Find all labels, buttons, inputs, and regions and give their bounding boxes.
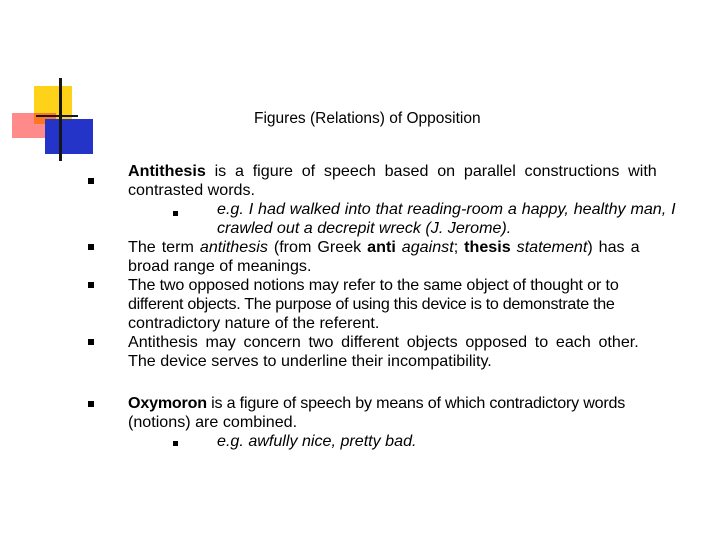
example-antithesis: e.g. I had walked into that reading-room a happy, healthy man, I crawled out a decrepit wreck (J. Jerome). xyxy=(217,200,676,237)
bullet-icon xyxy=(88,401,94,407)
term-oxymoron: Oxymoron xyxy=(128,394,207,412)
slide-title: Figures (Relations) of Opposition xyxy=(254,110,481,127)
blue-square-shape xyxy=(45,119,93,154)
list-item-term-origin: The term antithesis (from Greek anti against; thesis statement) has a broad range of meanings. xyxy=(128,238,640,275)
term-antithesis: Antithesis xyxy=(128,162,206,180)
vertical-line-shape xyxy=(59,78,62,161)
list-item-incompatibility: Antithesis may concern two different objects opposed to each other. The device serves to underline their incompatibility. xyxy=(128,333,639,370)
bullet-icon xyxy=(88,244,94,250)
bullet-icon xyxy=(88,339,94,345)
list-item-oxymoron: Oxymoron is a figure of speech by means of which contradictory words (notions) are combined. xyxy=(128,394,626,431)
list-item-opposed-notions: The two opposed notions may refer to the same object of thought or to different objects. The purpose of using this device is to demonstrate the contradictory nature of the referent. xyxy=(128,276,619,332)
horizontal-line-shape xyxy=(36,115,78,117)
bullet-icon xyxy=(88,282,94,288)
list-item-antithesis: Antithesis is a figure of speech based on parallel constructions with contrasted words. xyxy=(128,162,657,199)
bullet-icon xyxy=(88,178,94,184)
slide-logo-decoration xyxy=(0,0,110,170)
sub-bullet-icon xyxy=(173,441,178,446)
example-oxymoron: e.g. awfully nice, pretty bad. xyxy=(217,432,417,450)
sub-bullet-icon xyxy=(173,211,178,216)
